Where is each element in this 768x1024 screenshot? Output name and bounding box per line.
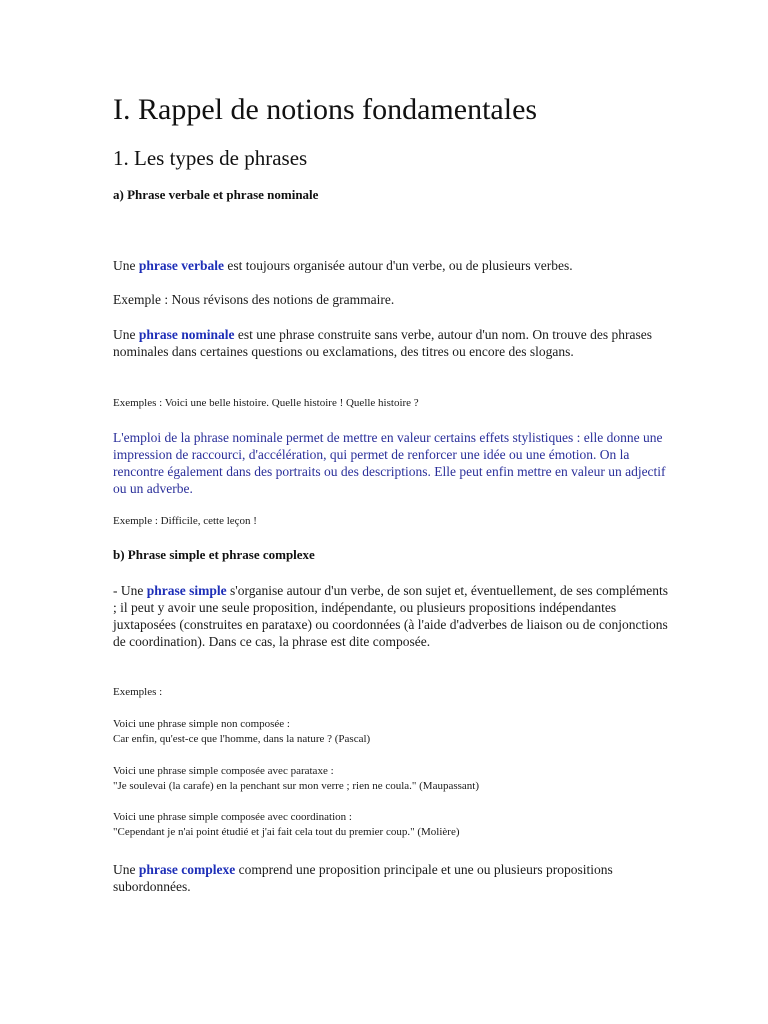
section-heading: 1. Les types de phrases <box>113 146 308 170</box>
text: est toujours organisée autour d'un verbe, ou de plusieurs verbes. <box>224 258 573 273</box>
example-4-2-quote: "Je soulevai (la carafe) en la penchant sur mon verre ; rien ne coula." (Maupassant) <box>113 780 480 792</box>
example-4-2-intro: Voici une phrase simple composée avec parataxe : <box>113 765 334 777</box>
example-4-3-intro: Voici une phrase simple composée avec coordination : <box>113 811 352 823</box>
example-4-1-quote: Car enfin, qu'est-ce que l'homme, dans la nature ? (Pascal) <box>113 733 371 745</box>
example-1: Exemple : Nous révisons des notions de grammaire. <box>113 292 395 307</box>
paragraph-phrase-simple <box>113 582 670 650</box>
example-3: Exemple : Difficile, cette leçon ! <box>113 515 257 527</box>
text: s'organise autour d'un verbe, de son sujet et, éventuellement, de ses compléments ; il peut y avoir une seule proposition, indépendante, ou plusieurs propositions indépendantes juxtaposées (construites en parataxe) ou coordonnées (à l'aide d'adverbes de liaison ou de conjonctions de coordination). Dans ce cas, la phrase est dite composée. <box>113 583 669 649</box>
subsection-a-heading: a) Phrase verbale et phrase nominale <box>113 187 319 202</box>
example-2: Exemples : Voici une belle histoire. Quelle histoire ! Quelle histoire ? <box>113 397 419 409</box>
paragraph-phrase-nominale <box>113 326 670 360</box>
paragraph-phrase-complexe <box>113 861 670 895</box>
term-phrase-verbale: phrase verbale <box>138 258 224 273</box>
examples-heading: Exemples : <box>113 686 163 698</box>
text: est une phrase construite sans verbe, autour d'un nom. On trouve des phrases nominales dans certaines questions ou exclamations, des titres ou encore des slogans. <box>113 327 652 359</box>
text: Une <box>113 862 139 877</box>
subsection-b-heading: b) Phrase simple et phrase complexe <box>113 547 315 562</box>
paragraph-phrase-verbale <box>113 257 670 274</box>
term-phrase-complexe: phrase complexe <box>138 862 236 877</box>
page-title: I. Rappel de notions fondamentales <box>113 93 538 126</box>
text: Une <box>113 258 139 273</box>
example-4-3-quote: "Cependant je n'ai point étudié et j'ai fait cela tout du premier coup." (Molière) <box>113 826 460 838</box>
paragraph-emploi-phrase-nominale: L'emploi de la phrase nominale permet de mettre en valeur certains effets stylistiques : elle donne une impression de raccourci, d'accélération, qui permet de renforcer une idée ou une émotion. On la rencontre également dans des portraits ou des descriptions. Elle peut enfin mettre en valeur un adjectif ou un adverbe. <box>113 430 666 496</box>
text: Une <box>113 327 139 342</box>
text: comprend une proposition principale et une ou plusieurs propositions subordonnées. <box>113 862 613 894</box>
text: - Une <box>113 583 147 598</box>
term-phrase-nominale: phrase nominale <box>138 327 235 342</box>
term-phrase-simple: phrase simple <box>146 583 227 598</box>
example-4-1-intro: Voici une phrase simple non composée : <box>113 718 290 730</box>
